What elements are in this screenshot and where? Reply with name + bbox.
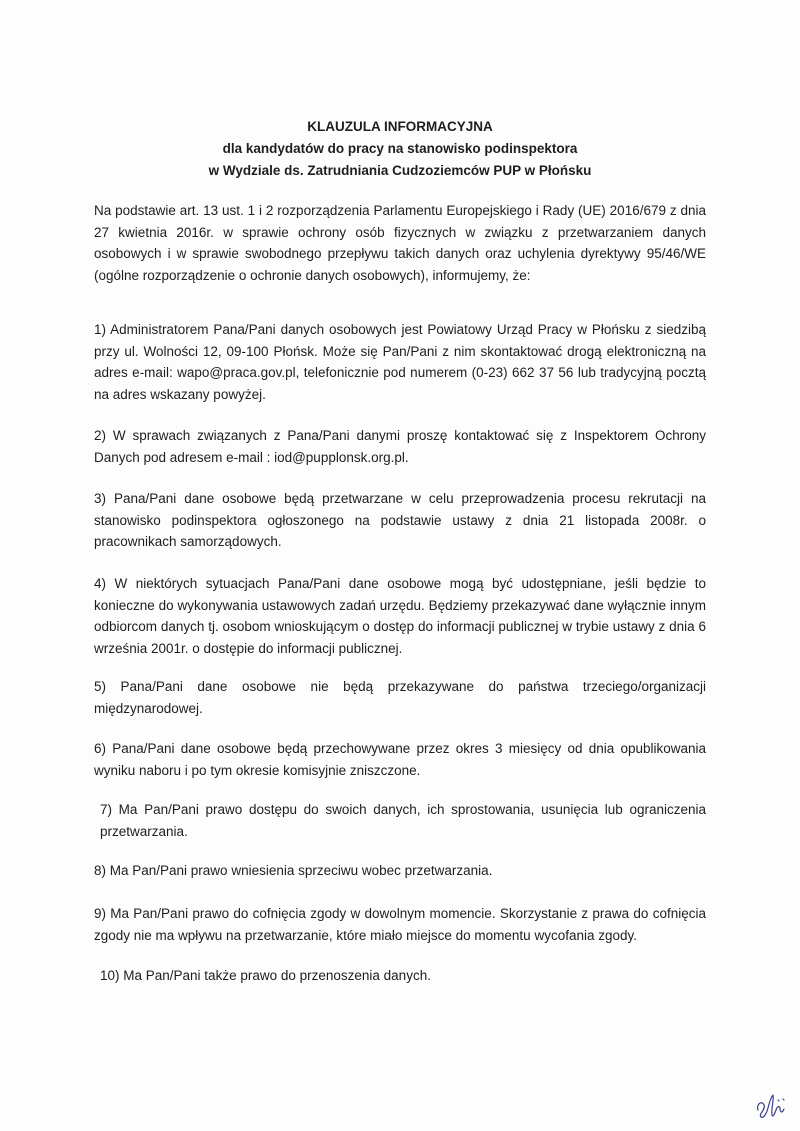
clause-6-retention: 6) Pana/Pani dane osobowe będą przechowywane przez okres 3 miesięcy od dnia opublikowania wyniku naboru i po tym okresie komisyjnie zniszczone.: [94, 741, 706, 778]
clause-4-recipients: 4) W niektórych sytuacjach Pana/Pani dane osobowe mogą być udostępniane, jeśli będzie to konieczne do wykonywania ustawowych zadań urzędu. Będziemy przekazywać dane wyłącznie innym odbiorcom danych tj. osobom wnioskującym o dostęp do informacji publicznej w trybie ustawy z dnia 6 września 2001r. o dostępie do informacji publicznej.: [94, 576, 706, 656]
clause-9-consent-withdrawal: 9) Ma Pan/Pani prawo do cofnięcia zgody w dowolnym momencie. Skorzystanie z prawa do cofnięcia zgody nie ma wpływu na przetwarzanie, które miało miejsce do momentu wycofania zgody.: [94, 906, 706, 943]
clause-7-access-rights: 7) Ma Pan/Pani prawo dostępu do swoich danych, ich sprostowania, usunięcia lub ograniczenia przetwarzania.: [100, 802, 706, 839]
document-subtitle-line-2: w Wydziale ds. Zatrudniania Cudzoziemców PUP w Płońsku: [208, 163, 592, 178]
clause-1-administrator: 1) Administratorem Pana/Pani danych osobowych jest Powiatowy Urząd Pracy w Płońsku z siedzibą przy ul. Wolności 12, 09-100 Płońsk. Może się Pan/Pani z nim skontaktować drogą elektroniczną na adres e-mail: wapo@praca.gov.pl, telefonicznie pod numerem (0-23) 662 37 56 lub tradycyjną pocztą na adres wskazany powyżej.: [94, 322, 706, 402]
intro-paragraph: Na podstawie art. 13 ust. 1 i 2 rozporządzenia Parlamentu Europejskiego i Rady (UE) 2016/679 z dnia 27 kwietnia 2016r. w sprawie ochrony osób fizycznych w związku z przetwarzaniem danych osobowych i w sprawie swobodnego przepływu takich danych oraz uchylenia dyrektywy 95/46/WE (ogólne rozporządzenie o ochronie danych osobowych), informujemy, że:: [94, 203, 706, 283]
document-title: KLAUZULA INFORMACYJNA: [307, 119, 493, 134]
clause-5-transfer: 5) Pana/Pani dane osobowe nie będą przekazywane do państwa trzeciego/organizacji międzynarodowej.: [94, 679, 706, 716]
clause-8-objection-right: 8) Ma Pan/Pani prawo wniesienia sprzeciwu wobec przetwarzania.: [94, 863, 493, 878]
handwritten-initials-icon: [752, 1088, 792, 1122]
clause-2-data-inspector: 2) W sprawach związanych z Pana/Pani danymi proszę kontaktować się z Inspektorem Ochrony Danych pod adresem e-mail : iod@pupplonsk.org.pl.: [94, 428, 706, 465]
clause-10-portability: 10) Ma Pan/Pani także prawo do przenoszenia danych.: [100, 968, 431, 983]
clause-3-purpose: 3) Pana/Pani dane osobowe będą przetwarzane w celu przeprowadzenia procesu rekrutacji na stanowisko podinspektora ogłoszonego na podstawie ustawy z dnia 21 listopada 2008r. o pracownikach samorządowych.: [94, 491, 706, 549]
document-subtitle-line-1: dla kandydatów do pracy na stanowisko podinspektora: [222, 141, 578, 156]
document-header: [0, 116, 800, 182]
